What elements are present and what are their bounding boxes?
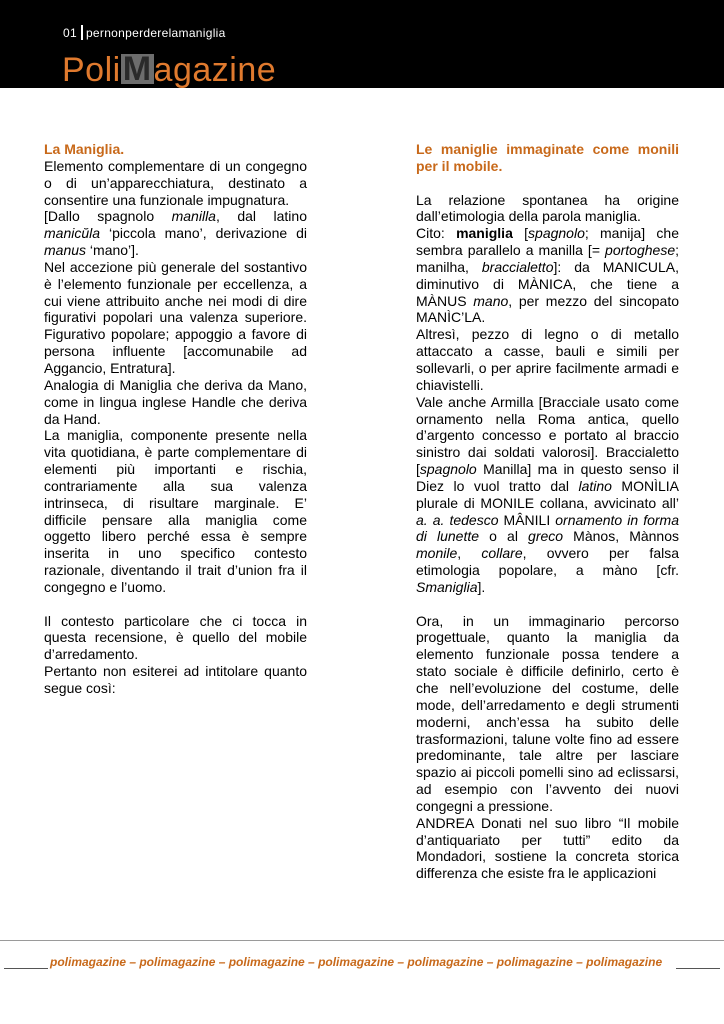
page-number: 01: [63, 26, 77, 40]
left-paragraph-4: Analogia di Maniglia che deriva da Mano, come in lingua inglese Handle che deriva da Hand.: [44, 376, 307, 427]
left-paragraph-6: Il contesto particolare che ci tocca in questa recensione, è quello del mobile d’arredamento.: [44, 612, 307, 663]
separator-bar: [81, 25, 83, 40]
paragraph-gap: [416, 596, 679, 613]
paragraph-gap: [44, 596, 307, 613]
right-paragraph-2: Cito: maniglia [spagnolo; manija] che sembra parallelo a manilla [= portoghese; manilha, braccialetto]: da MANICULA, diminutivo di MÀNICA, che tiene a MÀNUS mano, per mezzo del sincopato MANÌC’LA.: [416, 225, 679, 326]
right-paragraph-6: ANDREA Donati nel suo libro “Il mobile d’antiquariato per tutti” edito da Mondadori, sostiene la concreta storica differenza che esiste fra le applicazioni: [416, 814, 679, 882]
logo-start: Poli: [62, 51, 121, 89]
page-footer: [0, 955, 724, 975]
right-paragraph-4: Vale anche Armilla [Bracciale usato come ornamento nella Roma antica, quello d’argento concesso e portato al braccio sinistro dai soldati valorosi]. Braccialetto [spagnolo Manilla] ma in questo senso il Diez lo vuol tratto dal latino MONÌLIA plurale di MONILE collana, avvicinato all’ a. a. tedesco MÂNILI ornamento in forma di lunette o al greco Mànos, Mànnos monile, collare, ovvero per falsa etimologia popolare, a màno [cfr. Smaniglia].: [416, 393, 680, 595]
left-paragraph-1: Elemento complementare di un congegno o di un’apparecchiatura, destinato a consentire una funzionale impugnatura.: [44, 157, 307, 208]
paragraph-gap: [416, 175, 679, 192]
left-paragraph-7: Pertanto non esiterei ad intitolare quanto segue così:: [44, 663, 307, 696]
page-header: [0, 0, 724, 88]
left-title: La Maniglia.: [44, 141, 125, 157]
right-column: [416, 141, 679, 882]
left-paragraph-2: [Dallo spagnolo manilla, dal latino manicŭla ‘piccola mano’, derivazione di manus ‘mano’].: [44, 208, 307, 259]
footer-line-left: [4, 968, 48, 969]
right-paragraph-1: La relazione spontanea ha origine dall’etimologia della parola maniglia.: [416, 191, 679, 225]
section-title: pernonperderelamaniglia: [85, 26, 226, 40]
left-column: [44, 141, 307, 697]
logo-m-mark: M: [122, 50, 152, 88]
footer-line-right: [676, 968, 720, 969]
left-paragraph-5: La maniglia, componente presente nella vita quotidiana, è parte complementare di elementi più importanti e rischia, contrariamente alla sua valenza intrinseca, di risultare marginale. E’ difficile pensare alla maniglia come oggetto libero perché essa è sempre inserita in uno specifico contesto razionale, diventando il trait d’union fra il congegno e l’uomo.: [44, 427, 307, 595]
right-paragraph-5: Ora, in un immaginario percorso progettuale, quanto la maniglia da elemento funzionale possa tendere a stato sociale è difficile definirlo, certo è che nell’evoluzione del costume, delle mode, dell’arredamento e degli strumenti moderni, anch’essa ha subito delle trasformazioni, talune volte fino ad essere predominante, tale altre per lasciare spazio ai piccoli pomelli sino ad eclissarsi, ad esempio con l’avvento dei nuovi congegni a pressione.: [416, 612, 679, 814]
right-title: Le maniglie immaginate come monili per il mobile.: [416, 141, 679, 174]
page-number-line: [63, 25, 226, 40]
magazine-logo: [62, 50, 276, 90]
right-paragraph-3: Altresì, pezzo di legno o di metallo attaccato a casse, bauli e simili per sollevarli, o per aprire facilmente armadi e chiavistelli.: [416, 326, 679, 393]
left-paragraph-3: Nel accezione più generale del sostantivo è l’elemento funzionale per eccellenza, a cui viene attribuito anche nei modi di dire figurativi popolari una valenza superiore. Figurativo popolare; appoggio a favore di persona influente [accomunabile ad Aggancio, Entratura].: [44, 258, 307, 376]
footer-text: polimagazine – polimagazine – polimagazine – polimagazine – polimagazine – polimagazine – polimagazine: [50, 955, 663, 969]
footer-divider: [0, 940, 724, 941]
logo-end: agazine: [153, 51, 277, 89]
